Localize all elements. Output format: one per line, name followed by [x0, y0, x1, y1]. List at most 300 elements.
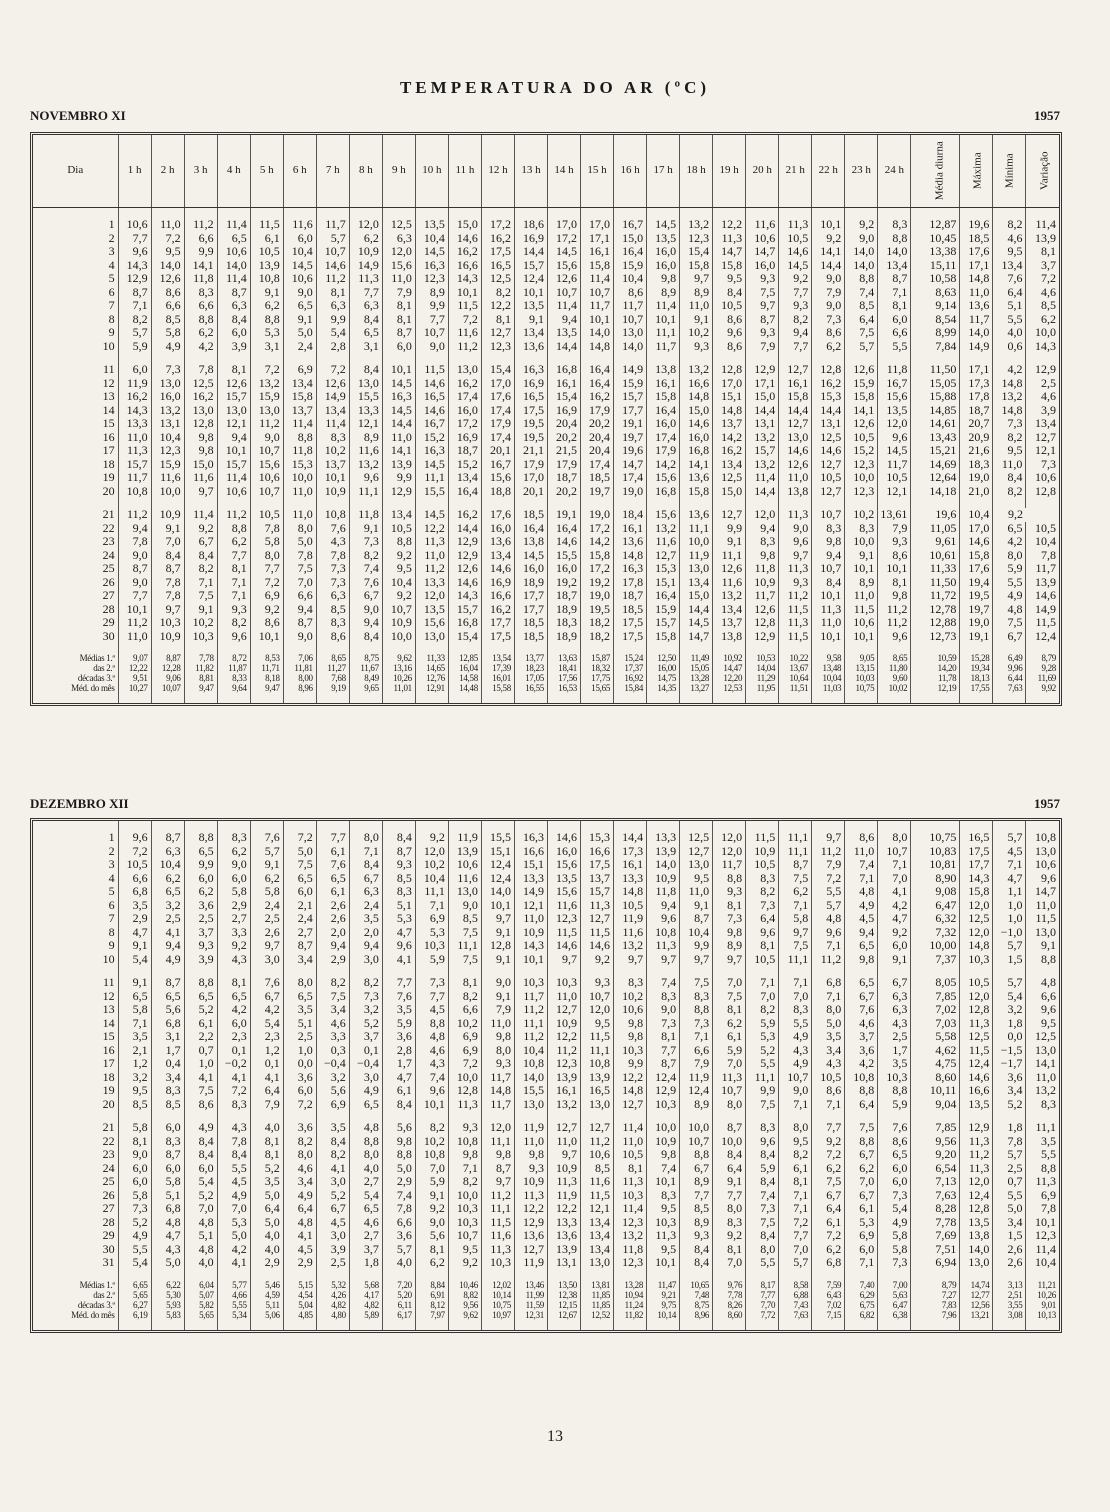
- value-cell: 7,1: [448, 1162, 481, 1176]
- value-cell: 0,1: [217, 1044, 250, 1058]
- value-cell: 11,0: [118, 431, 151, 445]
- value-cell: 8,1: [217, 363, 250, 377]
- value-cell: 10,0: [283, 471, 316, 485]
- summary-cell: 6,19: [118, 1310, 151, 1320]
- value-cell: 11,5: [250, 218, 283, 232]
- value-cell: 10,0: [448, 1071, 481, 1085]
- value-cell: 8,5: [151, 313, 184, 327]
- summary-cell: 5,55: [217, 1300, 250, 1310]
- value-cell: 9,3: [779, 576, 812, 590]
- value-cell: 12,8: [960, 1202, 993, 1216]
- value-cell: 15,0: [680, 589, 713, 603]
- value-cell: 5,8: [118, 1003, 151, 1017]
- value-cell: 11,7: [614, 299, 647, 313]
- value-cell: 8,0: [283, 976, 316, 990]
- value-cell: 16,5: [960, 831, 993, 845]
- value-cell: 4,9: [993, 589, 1026, 603]
- summary-cell: 8,96: [283, 683, 316, 693]
- value-cell: 9,0: [118, 549, 151, 563]
- summary-cell: 5,04: [283, 1300, 316, 1310]
- value-cell: 7,2: [1026, 272, 1059, 286]
- value-cell: 7,2: [448, 1057, 481, 1071]
- value-cell: 7,0: [184, 1202, 217, 1216]
- value-cell: 14,1: [845, 404, 878, 418]
- value-cell: 8,7: [647, 1057, 680, 1071]
- value-cell: 13,5: [878, 404, 911, 418]
- value-cell: 19,5: [514, 431, 547, 445]
- summary-cell: 10,64: [779, 673, 812, 683]
- value-cell: 8,7: [151, 831, 184, 845]
- day-cell: 28: [102, 1215, 115, 1229]
- value-cell: 8,1: [415, 1243, 448, 1257]
- table-row: [33, 912, 1059, 926]
- value-cell: 7,2: [812, 1229, 845, 1243]
- value-cell: 8,4: [746, 1175, 779, 1189]
- value-cell: 7,63: [911, 1189, 960, 1203]
- value-cell: 11,0: [1026, 899, 1059, 913]
- value-cell: 13,6: [960, 299, 993, 313]
- value-cell: 15,8: [960, 885, 993, 899]
- value-cell: 18,7: [448, 444, 481, 458]
- spacer-row: [33, 1320, 1059, 1330]
- value-cell: 5,58: [911, 1030, 960, 1044]
- value-cell: 11,50: [911, 576, 960, 590]
- summary-cell: 8,87: [151, 653, 184, 663]
- value-cell: 10,1: [845, 630, 878, 644]
- header-hour: 14 h: [547, 135, 580, 208]
- value-cell: 11,1: [779, 845, 812, 859]
- value-cell: 1,2: [250, 1044, 283, 1058]
- value-cell: 6,2: [713, 1017, 746, 1031]
- value-cell: 13,5: [960, 1098, 993, 1112]
- value-cell: 7,5: [746, 1216, 779, 1230]
- value-cell: 11,4: [217, 218, 250, 232]
- value-cell: 8,6: [713, 313, 746, 327]
- summary-cell: 8,65: [316, 653, 349, 663]
- summary-row: [33, 653, 1059, 663]
- value-cell: 9,0: [283, 630, 316, 644]
- value-cell: 2,9: [382, 1175, 415, 1189]
- value-cell: 6,1: [250, 232, 283, 246]
- summary-cell: 5,83: [151, 1310, 184, 1320]
- value-cell: 5,3: [250, 326, 283, 340]
- value-cell: 6,1: [713, 1030, 746, 1044]
- value-cell: 17,5: [960, 845, 993, 859]
- value-cell: 13,4: [481, 549, 514, 563]
- value-cell: 6,5: [283, 990, 316, 1004]
- value-cell: 17,9: [547, 458, 580, 472]
- value-cell: 13,4: [878, 259, 911, 273]
- value-cell: 13,4: [448, 471, 481, 485]
- value-cell: 12,1: [878, 485, 911, 499]
- value-cell: 9,4: [812, 549, 845, 563]
- value-cell: 7,3: [746, 899, 779, 913]
- value-cell: 14,6: [547, 939, 580, 953]
- table-row: [33, 245, 1059, 259]
- value-cell: 17,8: [960, 390, 993, 404]
- value-cell: 14,4: [382, 417, 415, 431]
- value-cell: 9,2: [448, 1256, 481, 1270]
- value-cell: 7,3: [415, 976, 448, 990]
- value-cell: 15,9: [614, 259, 647, 273]
- value-cell: 5,9: [382, 1017, 415, 1031]
- value-cell: 11,6: [448, 872, 481, 886]
- value-cell: 11,0: [614, 1135, 647, 1149]
- value-cell: 13,0: [581, 1256, 614, 1270]
- value-cell: 6,2: [184, 885, 217, 899]
- value-cell: 8,0: [812, 1003, 845, 1017]
- value-cell: 9,08: [911, 885, 960, 899]
- value-cell: 9,2: [382, 589, 415, 603]
- value-cell: 10,2: [184, 616, 217, 630]
- value-cell: 8,0: [283, 522, 316, 536]
- value-cell: 6,4: [746, 912, 779, 926]
- value-cell: 15,88: [911, 390, 960, 404]
- value-cell: 13,0: [680, 858, 713, 872]
- day-cell: 14: [102, 1016, 115, 1030]
- value-cell: 4,8: [184, 1216, 217, 1230]
- value-cell: 12,8: [1026, 485, 1059, 499]
- value-cell: 10,1: [415, 1098, 448, 1112]
- value-cell: 13,0: [250, 404, 283, 418]
- value-cell: 10,4: [680, 926, 713, 940]
- value-cell: 14,6: [547, 831, 580, 845]
- value-cell: 9,1: [250, 858, 283, 872]
- value-cell: 8,7: [283, 939, 316, 953]
- value-cell: 6,2: [812, 340, 845, 354]
- summary-cell: 5,15: [283, 1280, 316, 1290]
- value-cell: 14,4: [812, 404, 845, 418]
- value-cell: 8,3: [878, 218, 911, 232]
- value-cell: 9,1: [151, 522, 184, 536]
- value-cell: 16,7: [614, 218, 647, 232]
- value-cell: 15,9: [845, 377, 878, 391]
- summary-cell: 5,77: [217, 1280, 250, 1290]
- value-cell: 13,2: [680, 218, 713, 232]
- value-cell: 2,0: [316, 926, 349, 940]
- value-cell: 15,4: [680, 245, 713, 259]
- day-cell: 22: [102, 521, 115, 535]
- day-cell: 2: [108, 844, 115, 858]
- value-cell: 18,7: [547, 589, 580, 603]
- value-cell: 4,1: [283, 1229, 316, 1243]
- value-cell: 11,3: [713, 232, 746, 246]
- value-cell: 8,3: [746, 1121, 779, 1135]
- table-row: [33, 508, 1059, 522]
- value-cell: 10,3: [614, 1189, 647, 1203]
- value-cell: 7,7: [382, 976, 415, 990]
- value-cell: 4,7: [151, 1229, 184, 1243]
- summary-cell: 14,74: [960, 1280, 993, 1290]
- value-cell: 6,3: [349, 885, 382, 899]
- value-cell: 9,0: [118, 1148, 151, 1162]
- value-cell: 6,2: [250, 299, 283, 313]
- value-cell: 6,6: [1026, 990, 1059, 1004]
- value-cell: 3,0: [316, 1229, 349, 1243]
- summary-cell: 16,04: [448, 663, 481, 673]
- value-cell: 11,4: [283, 417, 316, 431]
- value-cell: 8,7: [779, 858, 812, 872]
- value-cell: 14,4: [448, 522, 481, 536]
- value-cell: 13,2: [349, 458, 382, 472]
- value-cell: 8,9: [415, 286, 448, 300]
- value-cell: 15,7: [448, 603, 481, 617]
- value-cell: 8,60: [911, 1071, 960, 1085]
- summary-cell: 7,77: [746, 1290, 779, 1300]
- summary-cell: 10,03: [845, 673, 878, 683]
- value-cell: 5,7: [779, 1256, 812, 1270]
- value-cell: 5,8: [779, 912, 812, 926]
- table-row: [33, 1135, 1059, 1149]
- value-cell: 7,3: [812, 313, 845, 327]
- value-cell: 11,72: [911, 589, 960, 603]
- value-cell: 13,3: [514, 872, 547, 886]
- value-cell: 11,7: [713, 858, 746, 872]
- value-cell: 10,7: [448, 1229, 481, 1243]
- value-cell: 10,1: [812, 630, 845, 644]
- value-cell: 10,1: [217, 444, 250, 458]
- value-cell: 5,9: [993, 562, 1026, 576]
- value-cell: 8,4: [184, 549, 217, 563]
- value-cell: 7,8: [151, 589, 184, 603]
- spacer-row: [33, 1111, 1059, 1121]
- value-cell: 9,6: [349, 471, 382, 485]
- table-row: [33, 953, 1059, 967]
- value-cell: 4,7: [878, 912, 911, 926]
- value-cell: 13,0: [1026, 1044, 1059, 1058]
- value-cell: 7,5: [448, 953, 481, 967]
- value-cell: 5,8: [118, 1121, 151, 1135]
- value-cell: 18,5: [514, 616, 547, 630]
- value-cell: 6,1: [812, 1216, 845, 1230]
- value-cell: 8,7: [151, 1148, 184, 1162]
- value-cell: 9,1: [680, 313, 713, 327]
- value-cell: 13,0: [581, 1098, 614, 1112]
- value-cell: 10,5: [250, 508, 283, 522]
- summary-cell: 8,17: [746, 1280, 779, 1290]
- value-cell: 6,5: [184, 845, 217, 859]
- value-cell: 8,1: [217, 562, 250, 576]
- value-cell: 12,3: [151, 444, 184, 458]
- value-cell: 9,3: [217, 603, 250, 617]
- value-cell: 11,0: [514, 1135, 547, 1149]
- value-cell: 9,5: [151, 245, 184, 259]
- summary-cell: 6,49: [993, 653, 1026, 663]
- value-cell: 9,2: [812, 232, 845, 246]
- value-cell: 5,5: [118, 1243, 151, 1257]
- value-cell: 12,4: [960, 1189, 993, 1203]
- value-cell: 12,0: [960, 990, 993, 1004]
- value-cell: 6,2: [845, 1162, 878, 1176]
- value-cell: 11,0: [779, 471, 812, 485]
- value-cell: 4,8: [283, 1216, 316, 1230]
- value-cell: 2,8: [316, 340, 349, 354]
- value-cell: 8,4: [349, 313, 382, 327]
- value-cell: 4,0: [250, 1121, 283, 1135]
- value-cell: 15,5: [415, 485, 448, 499]
- value-cell: 10,1: [514, 286, 547, 300]
- value-cell: 8,3: [217, 1098, 250, 1112]
- value-cell: 20,4: [581, 431, 614, 445]
- value-cell: 14,5: [547, 245, 580, 259]
- summary-row: [33, 673, 1059, 683]
- value-cell: 10,5: [779, 232, 812, 246]
- value-cell: 4,8: [1026, 976, 1059, 990]
- value-cell: 15,0: [713, 485, 746, 499]
- value-cell: 8,4: [713, 286, 746, 300]
- value-cell: 12,8: [812, 363, 845, 377]
- value-cell: 11,6: [283, 218, 316, 232]
- value-cell: 7,1: [779, 1098, 812, 1112]
- value-cell: 6,5: [845, 939, 878, 953]
- value-cell: 8,2: [779, 1148, 812, 1162]
- value-cell: 8,8: [415, 1017, 448, 1031]
- value-cell: 19,1: [614, 417, 647, 431]
- value-cell: 6,1: [845, 1202, 878, 1216]
- value-cell: 10,58: [911, 272, 960, 286]
- value-cell: 8,5: [845, 299, 878, 313]
- value-cell: 5,8: [250, 535, 283, 549]
- value-cell: 15,0: [448, 218, 481, 232]
- value-cell: 17,6: [960, 562, 993, 576]
- value-cell: 4,8: [415, 1030, 448, 1044]
- november-table-frame: [30, 132, 1062, 706]
- value-cell: 17,5: [481, 630, 514, 644]
- value-cell: 11,4: [614, 1121, 647, 1135]
- summary-cell: 4,17: [349, 1290, 382, 1300]
- summary-cell: 5,06: [250, 1310, 283, 1320]
- value-cell: 13,7: [283, 404, 316, 418]
- summary-cell: 9,07: [118, 653, 151, 663]
- value-cell: 13,5: [415, 218, 448, 232]
- value-cell: 3,7: [1026, 259, 1059, 273]
- value-cell: 3,5: [1026, 1135, 1059, 1149]
- value-cell: 16,3: [415, 259, 448, 273]
- value-cell: 9,7: [614, 953, 647, 967]
- value-cell: 6,0: [151, 1162, 184, 1176]
- summary-cell: 13,77: [514, 653, 547, 663]
- value-cell: 10,0: [713, 1135, 746, 1149]
- summary-cell: 7,68: [316, 673, 349, 683]
- value-cell: 11,6: [349, 444, 382, 458]
- value-cell: 4,6: [1026, 286, 1059, 300]
- summary-cell: 8,79: [1026, 653, 1059, 663]
- value-cell: 5,7: [993, 976, 1026, 990]
- value-cell: 1,7: [151, 1044, 184, 1058]
- summary-cell: 5,46: [250, 1280, 283, 1290]
- value-cell: 20,7: [960, 417, 993, 431]
- value-cell: 17,4: [448, 390, 481, 404]
- value-cell: 13,4: [581, 1229, 614, 1243]
- table-row: [33, 458, 1059, 472]
- value-cell: 8,8: [382, 1148, 415, 1162]
- value-cell: 3,1: [349, 340, 382, 354]
- value-cell: 3,5: [316, 1121, 349, 1135]
- summary-cell: 9,47: [250, 683, 283, 693]
- value-cell: 10,6: [217, 245, 250, 259]
- value-cell: 10,7: [250, 485, 283, 499]
- value-cell: 7,1: [217, 576, 250, 590]
- value-cell: 7,7: [118, 589, 151, 603]
- value-cell: 3,6: [382, 1229, 415, 1243]
- day-cell: 23: [102, 535, 115, 548]
- summary-cell: 10,14: [481, 1290, 514, 1300]
- value-cell: 5,0: [283, 845, 316, 859]
- value-cell: 10,2: [614, 990, 647, 1004]
- december-year: 1957: [1034, 796, 1060, 811]
- value-cell: 2,7: [349, 1175, 382, 1189]
- value-cell: 14,4: [746, 404, 779, 418]
- value-cell: 3,1: [151, 1030, 184, 1044]
- value-cell: 12,8: [746, 616, 779, 630]
- value-cell: 8,63: [911, 286, 960, 300]
- value-cell: 11,1: [481, 1202, 514, 1216]
- value-cell: 12,7: [514, 1243, 547, 1257]
- value-cell: 11,9: [614, 912, 647, 926]
- value-cell: 3,2: [118, 1071, 151, 1085]
- value-cell: 9,0: [812, 299, 845, 313]
- summary-row: [33, 1290, 1059, 1300]
- value-cell: 8,1: [713, 1003, 746, 1017]
- value-cell: 9,5: [118, 1084, 151, 1098]
- value-cell: 8,4: [746, 1229, 779, 1243]
- value-cell: 10,4: [382, 576, 415, 590]
- value-cell: 13,6: [680, 508, 713, 522]
- value-cell: 11,1: [746, 1071, 779, 1085]
- value-cell: 8,05: [911, 976, 960, 990]
- value-cell: 6,3: [382, 232, 415, 246]
- value-cell: 6,8: [118, 885, 151, 899]
- value-cell: 10,1: [845, 562, 878, 576]
- value-cell: 12,5: [812, 431, 845, 445]
- value-cell: 13,0: [514, 1098, 547, 1112]
- value-cell: 9,8: [845, 953, 878, 967]
- value-cell: 9,8: [481, 1030, 514, 1044]
- value-cell: 10,8: [448, 1135, 481, 1149]
- value-cell: 15,7: [217, 458, 250, 472]
- value-cell: 16,0: [647, 417, 680, 431]
- value-cell: 11,5: [581, 926, 614, 940]
- value-cell: 8,6: [812, 1084, 845, 1098]
- summary-label: das 2.ª: [93, 1289, 115, 1300]
- value-cell: 4,0: [993, 326, 1026, 340]
- value-cell: 10,1: [382, 363, 415, 377]
- value-cell: 10,6: [217, 485, 250, 499]
- value-cell: 6,9: [316, 1098, 349, 1112]
- table-row: [33, 1071, 1059, 1085]
- summary-cell: 7,63: [779, 1310, 812, 1320]
- value-cell: 13,5: [415, 603, 448, 617]
- value-cell: 11,0: [118, 630, 151, 644]
- value-cell: 14,2: [713, 431, 746, 445]
- value-cell: 8,1: [779, 1175, 812, 1189]
- value-cell: 3,4: [993, 1216, 1026, 1230]
- value-cell: 14,2: [647, 458, 680, 472]
- value-cell: 10,2: [680, 326, 713, 340]
- value-cell: 14,8: [960, 272, 993, 286]
- value-cell: 3,7: [349, 1030, 382, 1044]
- value-cell: 9,0: [845, 232, 878, 246]
- value-cell: 13,7: [581, 872, 614, 886]
- value-cell: 7,2: [448, 313, 481, 327]
- value-cell: 4,62: [911, 1044, 960, 1058]
- day-cell: 18: [102, 457, 115, 471]
- value-cell: 10,0: [1026, 326, 1059, 340]
- header-dia: Dia: [33, 135, 118, 208]
- value-cell: 10,1: [647, 1256, 680, 1270]
- value-cell: 6,5: [316, 872, 349, 886]
- value-cell: −1,7: [993, 1057, 1026, 1071]
